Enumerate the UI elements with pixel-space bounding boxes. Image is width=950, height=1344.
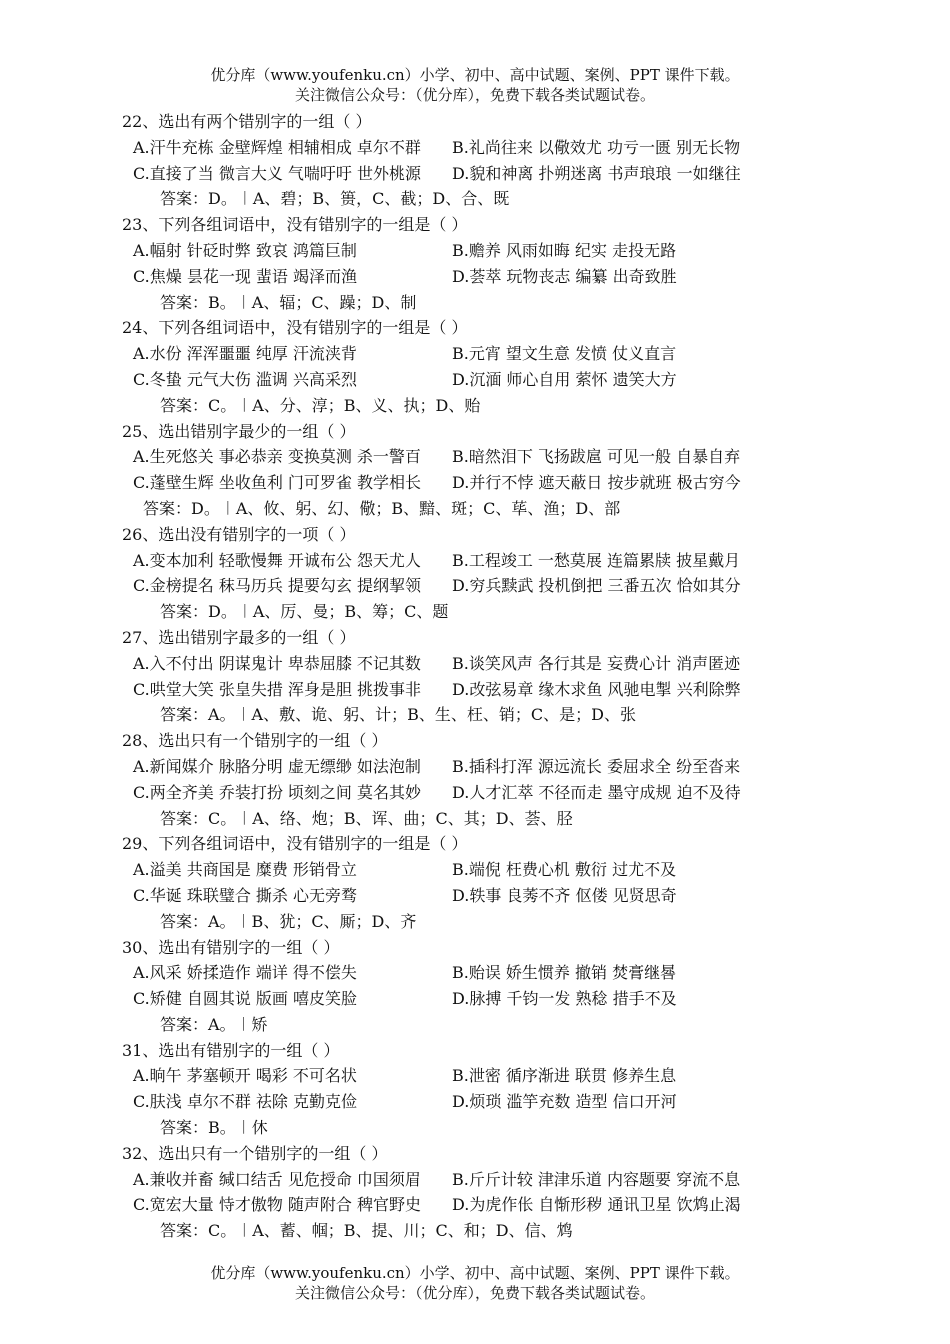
option-row-cd xyxy=(0,986,950,1012)
option-b: B.端倪 枉费心机 敷衍 过尤不及 xyxy=(452,860,677,880)
option-row-ab xyxy=(0,238,950,264)
option-a: A.汗牛充栋 金壁辉煌 相辅相成 卓尔不群 xyxy=(133,137,421,157)
option-c: C.蓬壁生辉 坐收鱼利 门可罗雀 教学相长 xyxy=(133,473,422,493)
option-a: A.新闻媒介 脉胳分明 虚无缥缈 如法泡制 xyxy=(133,756,421,776)
footer-line-1: 优分库（www.youfenku.cn）小学、初中、高中试题、案例、PPT 课件下载。 xyxy=(210,1264,740,1282)
answer-line: 答案：C。︱A、分、淳；B、义、执；D、贻 xyxy=(160,395,481,415)
question-26 xyxy=(0,522,950,625)
page-footer xyxy=(0,1263,950,1303)
answer-line: 答案：C。︱A、络、炮；B、诨、曲；C、其；D、荟、胫 xyxy=(160,808,573,828)
option-d: D.脉搏 千钧一发 熟稔 措手不及 xyxy=(452,989,677,1009)
option-d: D.烦琐 滥竽充数 造型 信口开河 xyxy=(452,1092,677,1112)
answer-line: 答案：D。︱A、碧；B、篑，C、截；D、合、既 xyxy=(160,189,510,209)
question-stem: 31、选出有错别字的一组（ ） xyxy=(122,1040,340,1060)
option-row-cd xyxy=(0,883,950,909)
question-stem: 32、选出只有一个错别字的一组（ ） xyxy=(122,1143,388,1163)
option-a: A.晌午 茅塞顿开 喝彩 不可名状 xyxy=(133,1066,357,1086)
option-a: A.变本加利 轻歌慢舞 开诚布公 怨天尤人 xyxy=(133,550,421,570)
option-row-cd xyxy=(0,367,950,393)
option-b: B.赡养 风雨如晦 纪实 走投无路 xyxy=(452,240,677,260)
option-b: B.谈笑风声 各行其是 妄费心计 消声匿迹 xyxy=(452,653,741,673)
question-stem: 29、下列各组词语中，没有错别字的一组是（ ） xyxy=(122,834,468,854)
option-c: C.肤浅 卓尔不群 祛除 克勤克俭 xyxy=(133,1092,358,1112)
option-row-ab xyxy=(0,754,950,780)
answer-line: 答案：D。︱A、攸、躬、幻、儆；B、黯、斑；C、荜、渔；D、部 xyxy=(143,498,621,518)
answer-line: 答案：A。︱B、犹；C、厮；D、齐 xyxy=(160,911,417,931)
option-row-cd xyxy=(0,1089,950,1115)
answer-line: 答案：D。︱A、厉、曼；B、筹；C、题 xyxy=(160,602,449,622)
option-d: D.轶事 良莠不齐 伛偻 见贤思奇 xyxy=(452,885,677,905)
question-stem: 28、选出只有一个错别字的一组（ ） xyxy=(122,731,388,751)
answer-line: 答案：C。︱A、蓄、帼；B、提、川；C、和；D、信、鸩 xyxy=(160,1221,573,1241)
question-31 xyxy=(0,1038,950,1141)
option-row-ab xyxy=(0,341,950,367)
question-30 xyxy=(0,935,950,1038)
option-d: D.貌和神离 扑朔迷离 书声琅琅 一如继往 xyxy=(452,163,741,183)
option-row-ab xyxy=(0,1063,950,1089)
option-b: B.贻误 娇生惯养 撤销 焚膏继晷 xyxy=(452,963,677,983)
page-header xyxy=(0,65,950,105)
option-a: A.兼收并畜 缄口结舌 见危授命 巾国须眉 xyxy=(133,1169,421,1189)
header-line-2: 关注微信公众号：（优分库），免费下载各类试题试卷。 xyxy=(294,86,655,104)
option-d: D.沉湎 师心自用 萦怀 遗笑大方 xyxy=(452,369,677,389)
option-b: B.元宵 望文生意 发愤 仗义直言 xyxy=(452,344,677,364)
option-b: B.工程竣工 一愁莫展 连篇累牍 披星戴月 xyxy=(452,550,741,570)
option-a: A.水份 浑浑噩噩 纯厚 汗流浃背 xyxy=(133,344,357,364)
answer-line: 答案：B。︱A、辐；C、躁；D、制 xyxy=(160,292,417,312)
option-d: D.改弦易章 缘木求鱼 风驰电掣 兴利除弊 xyxy=(452,679,741,699)
option-b: B.暗然泪下 飞扬跋扈 可见一般 自暴自弃 xyxy=(452,447,741,467)
option-a: A.生死悠关 事必恭亲 变换莫测 杀一警百 xyxy=(133,447,421,467)
option-a: A.入不付出 阴谋鬼计 卑恭屈膝 不记其数 xyxy=(133,653,421,673)
option-c: C.华诞 珠联璧合 撕杀 心无旁骛 xyxy=(133,885,358,905)
option-row-ab xyxy=(0,960,950,986)
option-d: D.穷兵黩武 投机倒把 三番五次 恰如其分 xyxy=(452,576,741,596)
option-d: D.人才汇萃 不径而走 墨守成规 迫不及待 xyxy=(452,782,741,802)
option-row-cd xyxy=(0,161,950,187)
option-c: C.冬蛰 元气大伤 滥调 兴高采烈 xyxy=(133,369,358,389)
option-b: B.泄密 循序渐进 联贯 修养生息 xyxy=(452,1066,677,1086)
option-row-cd xyxy=(0,780,950,806)
option-row-ab xyxy=(0,651,950,677)
option-row-ab xyxy=(0,548,950,574)
question-stem: 22、选出有两个错别字的一组（ ） xyxy=(122,112,372,131)
question-25 xyxy=(0,419,950,522)
question-23 xyxy=(0,212,950,315)
option-a: A.幅射 针砭时弊 致哀 鸿篇巨制 xyxy=(133,240,357,260)
option-c: C.焦燥 昙花一现 蜚语 竭泽而渔 xyxy=(133,266,358,286)
question-list xyxy=(0,109,950,1244)
question-stem: 23、下列各组词语中，没有错别字的一组是（ ） xyxy=(122,215,468,235)
question-27 xyxy=(0,625,950,728)
footer-line-2: 关注微信公众号：（优分库），免费下载各类试题试卷。 xyxy=(294,1284,655,1302)
option-row-ab xyxy=(0,857,950,883)
option-row-cd xyxy=(0,677,950,703)
answer-line: 答案：A。︱A、敷、诡、躬、计；B、生、枉、销；C、是；D、张 xyxy=(160,705,636,725)
answer-line: 答案：A。︱矫 xyxy=(160,1014,268,1034)
option-a: A.风采 娇揉造作 端详 得不偿失 xyxy=(133,963,357,983)
option-c: C.矫健 自圆其说 版画 嘻皮笑脸 xyxy=(133,989,358,1009)
question-stem: 24、下列各组词语中，没有错别字的一组是（ ） xyxy=(122,318,468,338)
option-c: C.宽宏大量 恃才傲物 随声附合 稗官野史 xyxy=(133,1195,422,1215)
option-b: B.插科打浑 源远流长 委屈求全 纷至沓来 xyxy=(452,756,741,776)
option-row-ab xyxy=(0,1167,950,1193)
question-32 xyxy=(0,1141,950,1244)
option-row-ab xyxy=(0,135,950,161)
option-b: B.斤斤计较 津津乐道 内容题要 穿流不息 xyxy=(452,1169,741,1189)
option-d: D.为虎作伥 自惭形秽 通讯卫星 饮鸩止渴 xyxy=(452,1195,741,1215)
question-29 xyxy=(0,831,950,934)
question-22 xyxy=(0,109,950,212)
option-c: C.金榜提名 秣马历兵 提要勾玄 提纲挈领 xyxy=(133,576,422,596)
option-d: D.并行不悖 遮天蔽日 按步就班 极古穷今 xyxy=(452,473,741,493)
option-a: A.溢美 共商国是 糜费 形销骨立 xyxy=(133,860,357,880)
option-c: C.哄堂大笑 张皇失措 浑身是胆 挑拨事非 xyxy=(133,679,422,699)
option-row-ab xyxy=(0,444,950,470)
option-row-cd xyxy=(0,573,950,599)
option-c: C.两全齐美 乔装打扮 顷刻之间 莫名其妙 xyxy=(133,782,422,802)
question-stem: 30、选出有错别字的一组（ ） xyxy=(122,937,340,957)
option-row-cd xyxy=(0,264,950,290)
option-row-cd xyxy=(0,470,950,496)
question-stem: 25、选出错别字最少的一组（ ） xyxy=(122,421,356,441)
header-line-1: 优分库（www.youfenku.cn）小学、初中、高中试题、案例、PPT 课件下载。 xyxy=(210,66,740,84)
answer-line: 答案：B。︱休 xyxy=(160,1118,268,1138)
question-28 xyxy=(0,728,950,831)
question-stem: 27、选出错别字最多的一组（ ） xyxy=(122,627,356,647)
option-d: D.荟萃 玩物丧志 编纂 出奇致胜 xyxy=(452,266,677,286)
option-b: B.礼尚往来 以儆效尤 功亏一匮 别无长物 xyxy=(452,137,741,157)
question-stem: 26、选出没有错别字的一项（ ） xyxy=(122,524,356,544)
option-c: C.直接了当 微言大义 气喘吁吁 世外桃源 xyxy=(133,163,422,183)
question-24 xyxy=(0,315,950,418)
option-row-cd xyxy=(0,1192,950,1218)
